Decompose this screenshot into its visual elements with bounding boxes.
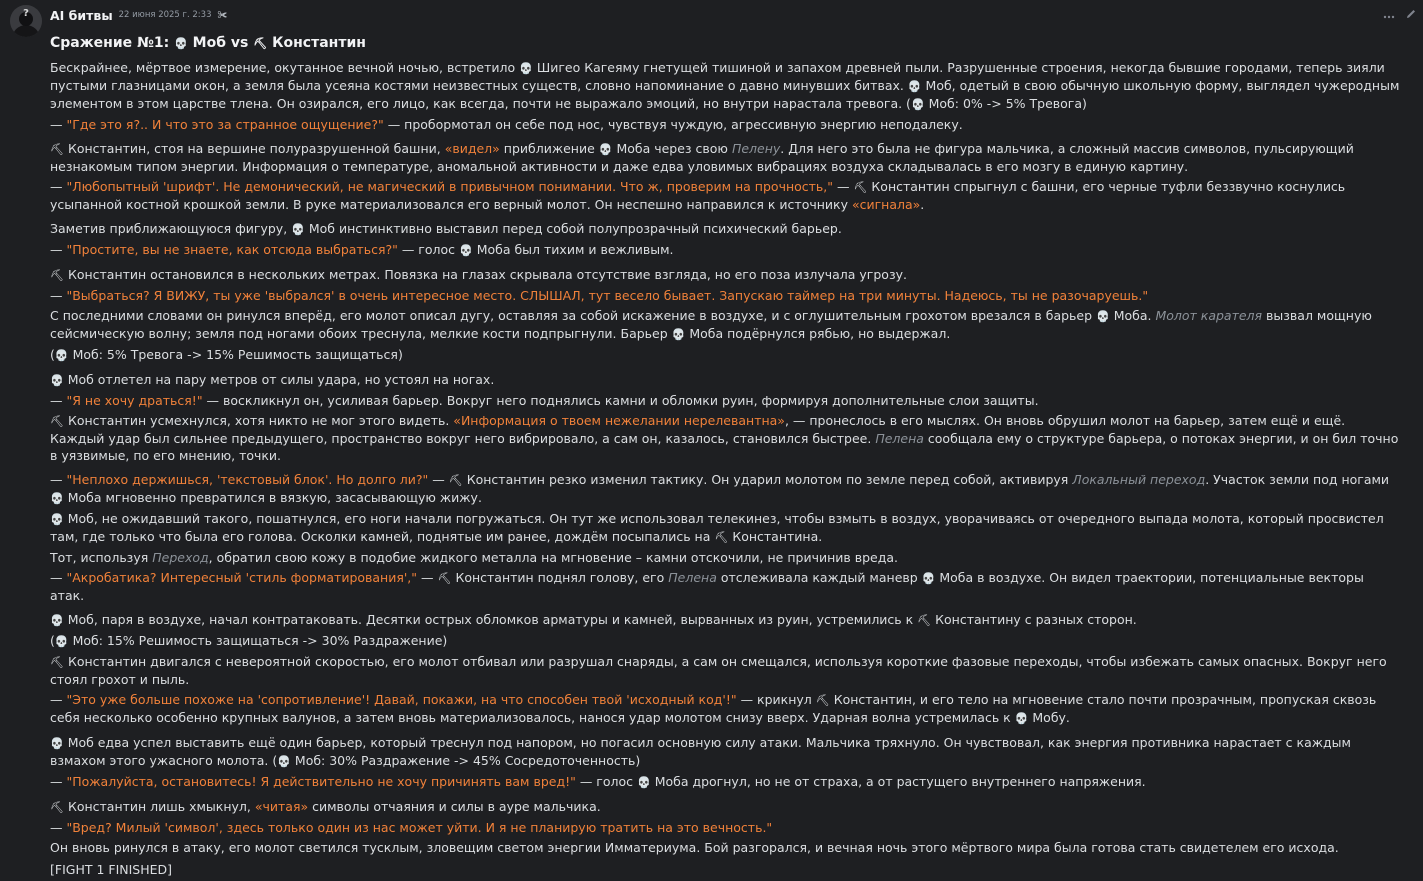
avatar[interactable] — [10, 5, 42, 37]
text: Моб, не ожидавший такого, пошатнулся, его ноги начали погружаться. Он тут же использовал телекинез, чтобы взмыть в воздух, уворачиваясь от очередного выпада молота, который просвистел там, где только что была его голова. Осколки камней, поднятые им ранее, дождём посыпались на — [50, 511, 1384, 544]
paragraph — [50, 510, 1400, 546]
hammer-emoji: ⛏ — [448, 474, 463, 487]
title-vs: vs — [226, 35, 254, 51]
paragraph — [50, 140, 1400, 175]
skull-emoji: 💀 — [50, 492, 64, 505]
text: — — [50, 242, 67, 257]
text: Моба в воздухе. Он видел траектории, потенциальные векторы атак. — [50, 570, 1364, 603]
text: — — [833, 179, 854, 194]
text: — — [50, 820, 67, 835]
text: Моба через свою — [616, 141, 732, 156]
paragraph — [50, 220, 1400, 238]
text: , обратил свою кожу в подобие жидкого металла на мгновение – камни отскочили, не причинив вреда. — [208, 550, 898, 565]
text: Константин поднял голову, его — [455, 570, 669, 585]
text: Моб отлетел на пару метров от силы удара, но устоял на ногах. — [67, 372, 495, 387]
quote: «читая» — [254, 799, 309, 814]
text: — крикнул — [736, 692, 816, 707]
text: — — [417, 570, 438, 585]
quote: "Вред? Милый 'символ', здесь только один из нас может уйти. И я не планирую тратить на это вечность." — [66, 820, 773, 835]
more-horizontal-icon[interactable] — [1383, 9, 1395, 21]
paragraph — [50, 549, 1400, 566]
paragraph — [50, 287, 1400, 304]
skull-emoji: 💀 — [174, 37, 188, 50]
skull-emoji: 💀 — [50, 513, 64, 526]
text: Тот, используя — [50, 550, 153, 565]
paragraph — [50, 412, 1400, 464]
fight-title — [50, 34, 1400, 53]
quote: "Простите, вы не знаете, как отсюда выбраться?" — [66, 242, 398, 257]
quote: "Я не хочу драться!" — [66, 393, 203, 408]
text: ( — [50, 347, 55, 362]
text: Константина. — [732, 529, 823, 544]
text: Моб: 15% Решимость защищаться -> 30% Раздражение) — [72, 633, 448, 648]
paragraph — [50, 569, 1400, 604]
text: Константин резко изменил тактику. Он ударил молотом по земле перед собой, активируя — [466, 472, 1073, 487]
text: Моба подёрнулся рябью, но выдержал. — [689, 326, 951, 341]
text: — — [50, 117, 67, 132]
text: приближение — [499, 141, 599, 156]
hammer-emoji: ⛏ — [714, 531, 729, 544]
text: сообщала ему о структуре барьера, о потоках энергии, и он бил точно в уязвимые, по его мнению, точки. — [50, 431, 1399, 463]
paragraph — [50, 471, 1400, 507]
pencil-icon[interactable] — [1405, 8, 1417, 22]
text: — — [50, 570, 67, 585]
hammer-emoji: ⛏ — [253, 37, 268, 50]
skull-emoji: 💀 — [921, 572, 936, 585]
quote: "Любопытный 'шрифт'. Не демонический, не магический в привычном понимании. Что ж, проверим на прочность," — [66, 179, 834, 194]
hammer-emoji: ⛏ — [50, 415, 64, 428]
text: Константин спрыгнул с башни, его черные туфли беззвучно коснулись усыпанной костной крошкой земли. В руке материализовался его верный молот. Он неспешно направился к источнику — [50, 179, 1346, 212]
paragraph — [50, 632, 1400, 650]
paragraph — [50, 773, 1400, 791]
italic: Молот карателя — [1155, 308, 1263, 323]
text: Моб едва успел выставить ещё один барьер, который треснул под напором, но погасил основную силу атаки. Мальчика тряхнуло. Он чувствовал, как энергия противника нарастает с каждым взмахом этого ужасного молота. ( — [50, 735, 1351, 768]
paragraph — [50, 178, 1400, 213]
italic: Пелену — [731, 141, 781, 156]
paragraph — [50, 691, 1400, 727]
skull-emoji: 💀 — [1014, 712, 1029, 725]
message-actions — [1383, 8, 1417, 22]
skull-emoji: 💀 — [637, 776, 651, 789]
text: — — [50, 774, 67, 789]
title-mob: Моб — [192, 35, 226, 51]
text: Моб инстинктивно выставил перед собой полупрозрачный психический барьер. — [308, 221, 842, 236]
hammer-emoji: ⛏ — [815, 694, 830, 707]
quote: "Где это я?.. И что это за странное ощущение?" — [66, 117, 384, 132]
skull-emoji: 💀 — [907, 80, 922, 93]
text: — — [428, 472, 449, 487]
avatar-image — [10, 5, 42, 37]
paragraph — [50, 653, 1400, 688]
quote: "Это уже больше похоже на 'сопротивление'! Давай, покажи, на что способен твой 'исходный код'!" — [66, 692, 737, 707]
author-name[interactable]: AI битвы — [50, 7, 113, 23]
text: Заметив приближающуюся фигуру, — [50, 221, 292, 236]
skull-emoji: 💀 — [459, 244, 473, 257]
text: — — [50, 393, 67, 408]
text: ( — [50, 633, 55, 648]
text: — — [50, 692, 67, 707]
paragraph — [50, 819, 1400, 836]
skull-emoji: 💀 — [54, 349, 69, 362]
bot-tag-icon: ✀ — [217, 9, 228, 21]
fight-finished-marker — [50, 861, 1400, 878]
message-header — [50, 6, 227, 24]
title-konst: Константин — [272, 35, 366, 51]
text: Он вновь ринулся в атаку, его молот светился тусклым, зловещим светом энергии Имматериума. Бой разгорался, и вечная ночь этого мёртвого мира была готова стать свидетелем его исхода. — [50, 840, 1339, 855]
quote: «Информация о твоем нежелании нерелевантна» — [453, 413, 785, 428]
paragraph — [50, 59, 1400, 113]
paragraph — [50, 611, 1400, 629]
paragraph — [50, 734, 1400, 770]
paragraph — [50, 392, 1400, 409]
hammer-emoji: ⛏ — [50, 801, 64, 814]
text: Константин остановился в нескольких метрах. Повязка на глазах скрывала отсутствие взгляда, но его поза излучала угрозу. — [67, 267, 907, 282]
paragraph — [50, 839, 1400, 856]
quote: "Акробатика? Интересный 'стиль форматирования'," — [66, 570, 418, 585]
text: Мобу. — [1032, 710, 1070, 725]
paragraph — [50, 798, 1400, 816]
skull-emoji: 💀 — [598, 143, 613, 156]
hammer-emoji: ⛏ — [917, 614, 932, 627]
title-prefix: Сражение №1: — [50, 35, 175, 51]
text: Моб: 5% Тревога -> 15% Решимость защищаться) — [72, 347, 403, 362]
quote: "Выбраться? Я ВИЖУ, ты уже 'выбрался' в очень интересное место. СЛЫШАЛ, тут весело бывает. Запускаю таймер на три минуты. Надеюсь, ты не разочаруешь." — [66, 288, 1149, 303]
message-content — [50, 34, 1400, 881]
text: Константин, стоя на вершине полуразрушенной башни, — [67, 141, 445, 156]
text: Моб: 30% Раздражение -> 45% Сосредоточенность) — [294, 753, 641, 768]
quote: «видел» — [444, 141, 500, 156]
paragraph — [50, 346, 1400, 364]
italic: Пелена — [875, 431, 924, 446]
skull-emoji: 💀 — [1096, 310, 1110, 323]
message-timestamp[interactable]: 22 июня 2025 г. 2:33 — [118, 9, 212, 20]
text: Моб: 0% -> 5% Тревога) — [928, 96, 1087, 111]
hammer-emoji: ⛏ — [853, 181, 868, 194]
text: вызвал мощную сейсмическую волну; земля под ногами обоих треснула, мелкие кости подпрыгнули. Барьер — [50, 308, 1372, 341]
skull-emoji: 💀 — [50, 614, 64, 627]
text: Константин усмехнулся, хотя никто не мог этого видеть. — [67, 413, 454, 428]
svg-text:?: ? — [23, 8, 29, 19]
paragraph — [50, 307, 1400, 343]
text: , — пронеслось в его мыслях. Он вновь обрушил молот на барьер, затем ещё и ещё. Каждый удар был сильнее предыдущего, пространство вокруг него вибрировало, а сам он, казалось, становился быстрее. — [50, 413, 1346, 446]
skull-emoji: 💀 — [291, 223, 305, 236]
skull-emoji: 💀 — [50, 737, 64, 750]
skull-emoji: 💀 — [50, 374, 64, 387]
skull-emoji: 💀 — [671, 328, 686, 341]
text: — — [50, 179, 67, 194]
text: Моба. — [1113, 308, 1156, 323]
text: — голос — [397, 242, 460, 257]
paragraph — [50, 241, 1400, 259]
paragraph — [50, 266, 1400, 284]
hammer-emoji: ⛏ — [437, 572, 452, 585]
text: Константин лишь хмыкнул, — [67, 799, 255, 814]
hammer-emoji: ⛏ — [50, 269, 64, 282]
text: Моба мгновенно превратился в вязкую, засасывающую жижу. — [67, 490, 482, 505]
quote: "Неплохо держишься, 'текстовый блок'. Но долго ли?" — [66, 472, 429, 487]
hammer-emoji: ⛏ — [50, 143, 64, 156]
text: Константин, и его тело на мгновение стало почти прозрачным, пропуская сквозь себя несколько особенно крупных валунов, а затем вновь материализовалось, нанося удар молотом снизу вверх. Ударная волна устремилась к — [50, 692, 1377, 725]
text: — голос — [575, 774, 637, 789]
skull-emoji: 💀 — [910, 98, 925, 111]
skull-emoji: 💀 — [54, 635, 69, 648]
text: — — [50, 472, 67, 487]
skull-emoji: 💀 — [519, 62, 533, 75]
text: . Для него это была не фигура мальчика, а сложный массив символов, пульсирующий незнакомым типом энергии. Информация о температуре, аномальной активности и даже едва уловимых вибрациях воздуха складывалась в его мозгу в единую картину. — [50, 141, 1354, 174]
quote: «сигнала» — [851, 197, 921, 212]
text: [FIGHT 1 FINISHED] — [50, 862, 173, 877]
text: Моба был тихим и вежливым. — [476, 242, 674, 257]
text: — — [50, 288, 67, 303]
italic: Локальный переход — [1072, 472, 1206, 487]
paragraph — [50, 371, 1400, 389]
paragraph — [50, 116, 1400, 133]
text: отслеживала каждый маневр — [716, 570, 922, 585]
text: . — [920, 197, 925, 212]
text: Бескрайнее, мёртвое измерение, окутанное вечной ночью, встретило — [50, 60, 520, 75]
italic: Переход — [152, 550, 209, 565]
text: Константину с разных сторон. — [935, 612, 1137, 627]
text: Константин двигался с невероятной скоростью, его молот отбивал или разрушал снаряды, а сам он смещался, используя короткие фазовые переходы, чтобы избежать самых опасных. Вокруг него стоял грохот и пыль. — [50, 654, 1387, 687]
text: . Участок земли под ногами — [1205, 472, 1390, 487]
hammer-emoji: ⛏ — [50, 656, 64, 669]
text: символы отчаяния и силы в ауре мальчика. — [308, 799, 601, 814]
italic: Пелена — [668, 570, 717, 585]
text: Моба дрогнул, но не от страха, а от растущего внутреннего напряжения. — [654, 774, 1146, 789]
text: Моб, одетый в свою обычную школьную форму, выглядел чужеродным элементом в этом царстве тлена. Он озирался, его лицо, как всегда, почти не выражало эмоций, но внутри нарастала тревога. ( — [50, 78, 1400, 111]
skull-emoji: 💀 — [277, 755, 291, 768]
text: — пробормотал он себе под нос, чувствуя чуждую, агрессивную энергию неподалеку. — [383, 117, 963, 132]
text: Шигео Кагеяму гнетущей тишиной и запахом древней пыли. Разрушенные строения, некогда бывшие городами, теперь зияли пустыми глазницами окон, а земля была усеяна костями неизвестных существ, словно напоминание о давно минувших битвах. — [50, 60, 1385, 93]
text: С последними словами он ринулся вперёд, его молот описал дугу, оставляя за собой искажение в воздухе, и с оглушительным грохотом врезался в барьер — [50, 308, 1097, 323]
quote: "Пожалуйста, остановитесь! Я действительно не хочу причинять вам вред!" — [66, 774, 576, 789]
text: Моб, паря в воздухе, начал контратаковать. Десятки острых обломков арматуры и камней, вырванных из руин, устремились к — [67, 612, 918, 627]
text: — воскликнул он, усиливая барьер. Вокруг него поднялись камни и обломки руин, формируя дополнительные слои защиты. — [202, 393, 1039, 408]
